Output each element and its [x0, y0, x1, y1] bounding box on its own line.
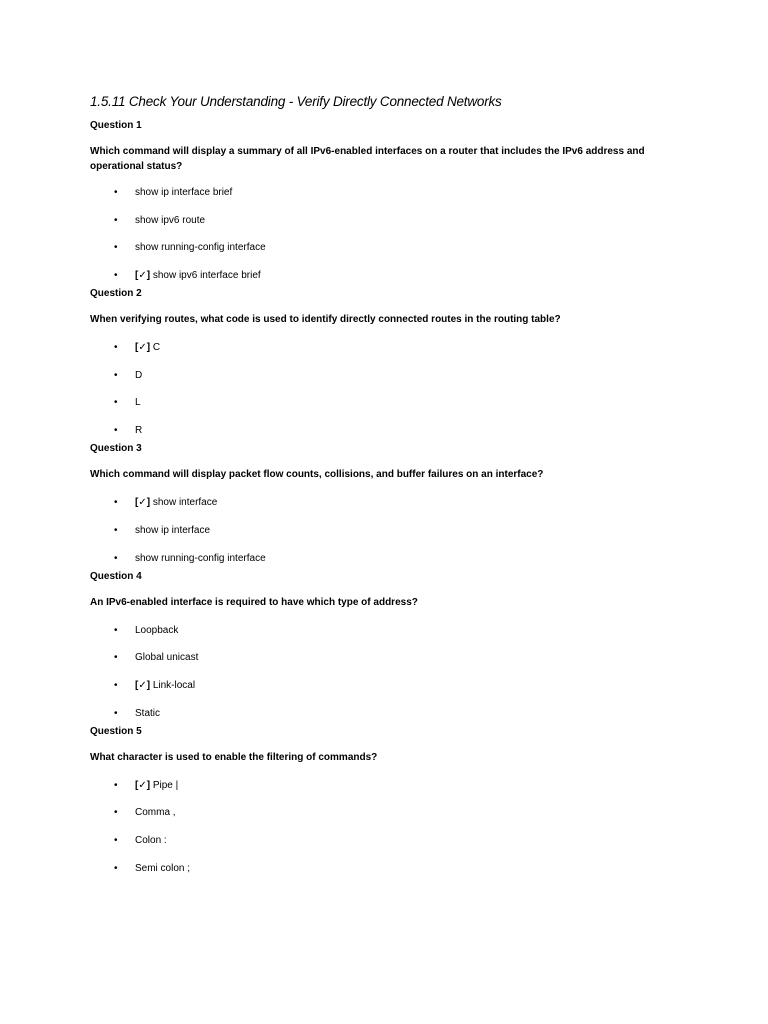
bullet-icon: •: [114, 779, 118, 791]
answer-option-label: show interface: [152, 497, 218, 509]
question-5: [90, 725, 690, 875]
bullet-icon: •: [114, 369, 118, 381]
answer-option: [90, 241, 690, 254]
bullet-icon: •: [114, 807, 118, 819]
bullet-icon: •: [114, 679, 118, 691]
answer-option-label: Loopback: [135, 624, 179, 636]
checkmark-icon: [✓]: [135, 342, 153, 354]
question-heading: Question 4: [90, 570, 142, 582]
question-heading: Question 3: [90, 443, 142, 455]
answer-option-label: show running-config interface: [135, 552, 266, 564]
question-4: [90, 570, 690, 720]
answer-option: [90, 862, 690, 875]
answer-option: [90, 424, 690, 437]
answer-option-correct: [90, 496, 690, 509]
bullet-icon: •: [114, 425, 118, 437]
answer-option-correct: [90, 341, 690, 354]
question-text: Which command will display a summary of all IPv6-enabled interfaces on a router that includes the IPv6 address and operational status?: [90, 146, 645, 172]
answer-option: [90, 834, 690, 847]
answer-option-label: show ip interface: [135, 524, 211, 536]
bullet-icon: •: [114, 834, 118, 846]
bullet-icon: •: [114, 242, 118, 254]
question-list: [90, 119, 690, 875]
bullet-icon: •: [114, 652, 118, 664]
question-3: [90, 442, 690, 564]
answer-option-label: L: [135, 397, 141, 409]
bullet-icon: •: [114, 552, 118, 564]
bullet-icon: •: [114, 342, 118, 354]
answer-option-label: Comma ,: [135, 807, 176, 819]
answer-option-label: show ip interface brief: [135, 187, 233, 198]
answer-option: [90, 186, 690, 199]
bullet-icon: •: [114, 214, 118, 226]
answer-option: [90, 624, 690, 637]
bullet-icon: •: [114, 270, 118, 282]
answer-option-label: Static: [135, 707, 161, 719]
answer-option-label: show running-config interface: [135, 242, 266, 254]
bullet-icon: •: [114, 862, 118, 874]
answer-option-label: Link-local: [152, 679, 196, 691]
answer-option-list: [90, 341, 690, 437]
question-heading: Question 2: [90, 288, 142, 300]
bullet-icon: •: [114, 624, 118, 636]
question-2: [90, 287, 690, 437]
document-title: 1.5.11 Check Your Understanding - Verify Directly Connected Networks: [90, 94, 502, 109]
answer-option: [90, 806, 690, 819]
answer-option-label: show ipv6 interface brief: [152, 270, 261, 282]
answer-option-label: Pipe |: [152, 779, 179, 791]
answer-option-label: C: [152, 342, 161, 354]
document-page: [90, 93, 690, 875]
answer-option-label: Global unicast: [135, 652, 199, 664]
bullet-icon: •: [114, 524, 118, 536]
answer-option-label: Semi colon ;: [135, 862, 191, 874]
question-text: When verifying routes, what code is used to identify directly connected routes in the routing table?: [90, 314, 561, 326]
answer-option-label: show ipv6 route: [135, 214, 206, 226]
question-heading: Question 5: [90, 725, 142, 737]
answer-option-list: [90, 186, 690, 282]
answer-option: [90, 707, 690, 720]
answer-option: [90, 396, 690, 409]
checkmark-icon: [✓]: [135, 270, 153, 282]
answer-option: [90, 369, 690, 382]
bullet-icon: •: [114, 707, 118, 719]
bullet-icon: •: [114, 497, 118, 509]
question-1: [90, 119, 690, 282]
answer-option-label: D: [135, 369, 143, 381]
answer-option: [90, 552, 690, 565]
checkmark-icon: [✓]: [135, 679, 153, 691]
answer-option: [90, 214, 690, 227]
bullet-icon: •: [114, 187, 118, 198]
answer-option-list: [90, 496, 690, 564]
answer-option-correct: [90, 779, 690, 792]
question-heading: Question 1: [90, 120, 142, 131]
answer-option: [90, 524, 690, 537]
checkmark-icon: [✓]: [135, 779, 153, 791]
answer-option-correct: [90, 269, 690, 282]
answer-option-label: R: [135, 425, 143, 437]
answer-option-list: [90, 624, 690, 720]
answer-option: [90, 651, 690, 664]
answer-option-label: Colon :: [135, 834, 167, 846]
answer-option-correct: [90, 679, 690, 692]
question-text: Which command will display packet flow counts, collisions, and buffer failures on an interface?: [90, 469, 544, 481]
question-text: What character is used to enable the filtering of commands?: [90, 751, 378, 763]
checkmark-icon: [✓]: [135, 497, 153, 509]
answer-option-list: [90, 779, 690, 875]
bullet-icon: •: [114, 397, 118, 409]
question-text: An IPv6-enabled interface is required to have which type of address?: [90, 596, 418, 608]
